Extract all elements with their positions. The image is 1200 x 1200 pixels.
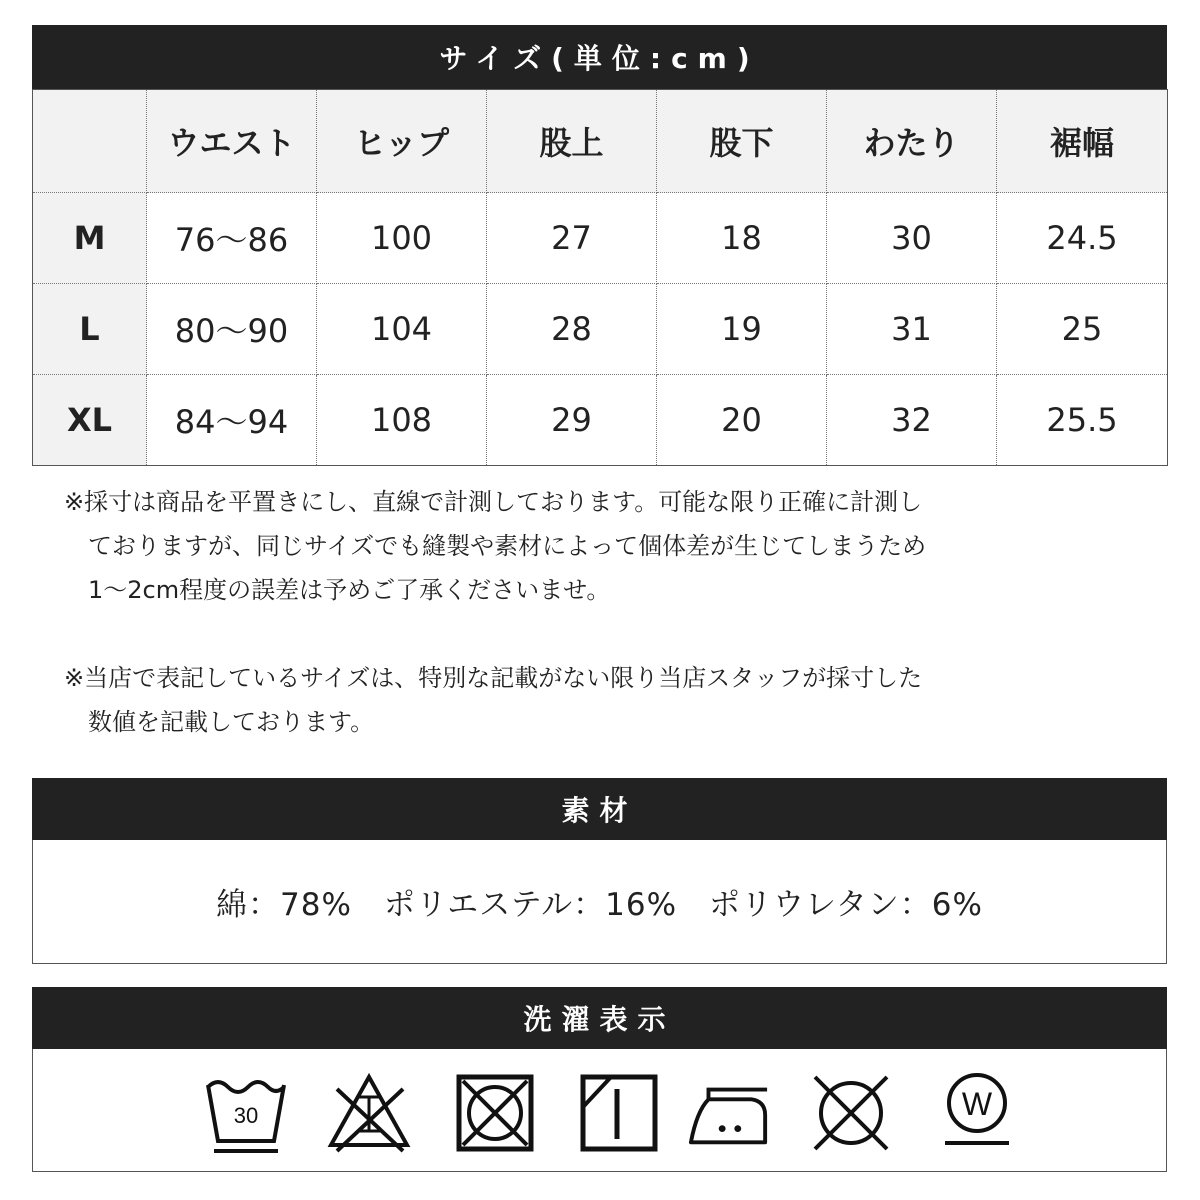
table-cell: 100 xyxy=(317,193,487,284)
material-section-title xyxy=(32,778,1167,840)
table-cell: 80〜90 xyxy=(147,284,317,375)
wet-clean-icon xyxy=(935,1067,1019,1151)
column-header-waist: ウエスト xyxy=(147,90,317,193)
table-cell: 24.5 xyxy=(997,193,1168,284)
wash-temperature-label: 30 xyxy=(233,1103,259,1128)
table-cell: 31 xyxy=(827,284,997,375)
material-section-title-text: 素材 xyxy=(561,794,638,827)
note-line: ておりますが、同じサイズでも縫製や素材によって個体差が生じてしまうため xyxy=(64,532,927,560)
wash-tub-30-icon xyxy=(204,1071,288,1155)
size-section-title xyxy=(32,25,1167,89)
table-cell: 108 xyxy=(317,375,487,466)
no-bleach-icon xyxy=(327,1071,411,1155)
table-cell: 27 xyxy=(487,193,657,284)
table-cell: 18 xyxy=(657,193,827,284)
column-header-hem-width: 裾幅 xyxy=(997,90,1168,193)
note-line: 1〜2cm程度の誤差は予めご了承くださいませ。 xyxy=(64,576,611,604)
size-label: L xyxy=(33,284,147,375)
column-header-inseam: 股下 xyxy=(657,90,827,193)
material-composition: 綿：78% ポリエステル：16% ポリウレタン：6% xyxy=(216,887,983,923)
column-header-thigh: わたり xyxy=(827,90,997,193)
table-row xyxy=(33,375,1168,466)
table-row xyxy=(33,193,1168,284)
no-dry-clean-icon xyxy=(809,1071,893,1155)
table-row xyxy=(33,284,1168,375)
wash-section-title xyxy=(32,987,1167,1049)
wash-icons-box xyxy=(32,1049,1167,1172)
table-cell: 29 xyxy=(487,375,657,466)
size-note xyxy=(64,656,1064,744)
size-table xyxy=(32,89,1168,466)
table-cell: 30 xyxy=(827,193,997,284)
table-cell: 25 xyxy=(997,284,1168,375)
table-cell: 76〜86 xyxy=(147,193,317,284)
wash-section-title-text: 洗濯表示 xyxy=(523,1003,676,1036)
table-cell: 32 xyxy=(827,375,997,466)
column-header-rise: 股上 xyxy=(487,90,657,193)
column-header-hip: ヒップ xyxy=(317,90,487,193)
wet-clean-label: W xyxy=(961,1086,993,1122)
size-table-corner xyxy=(33,90,147,193)
note-line: 数値を記載しております。 xyxy=(64,708,375,736)
table-cell: 19 xyxy=(657,284,827,375)
table-cell: 84〜94 xyxy=(147,375,317,466)
iron-medium-icon xyxy=(687,1071,773,1155)
size-label: M xyxy=(33,193,147,284)
table-cell: 28 xyxy=(487,284,657,375)
measurement-note xyxy=(64,480,1064,612)
no-tumble-dry-icon xyxy=(453,1071,537,1155)
note-line: ※採寸は商品を平置きにし、直線で計測しております。可能な限り正確に計測し xyxy=(64,488,923,516)
table-cell: 20 xyxy=(657,375,827,466)
table-cell: 104 xyxy=(317,284,487,375)
size-table-header-row xyxy=(33,90,1168,193)
line-dry-shade-icon xyxy=(577,1071,661,1155)
size-label: XL xyxy=(33,375,147,466)
material-box xyxy=(32,840,1167,964)
note-line: ※当店で表記しているサイズは、特別な記載がない限り当店スタッフが採寸した xyxy=(64,664,923,692)
size-section-title-text: サイズ(単位:cm) xyxy=(439,42,760,75)
table-cell: 25.5 xyxy=(997,375,1168,466)
